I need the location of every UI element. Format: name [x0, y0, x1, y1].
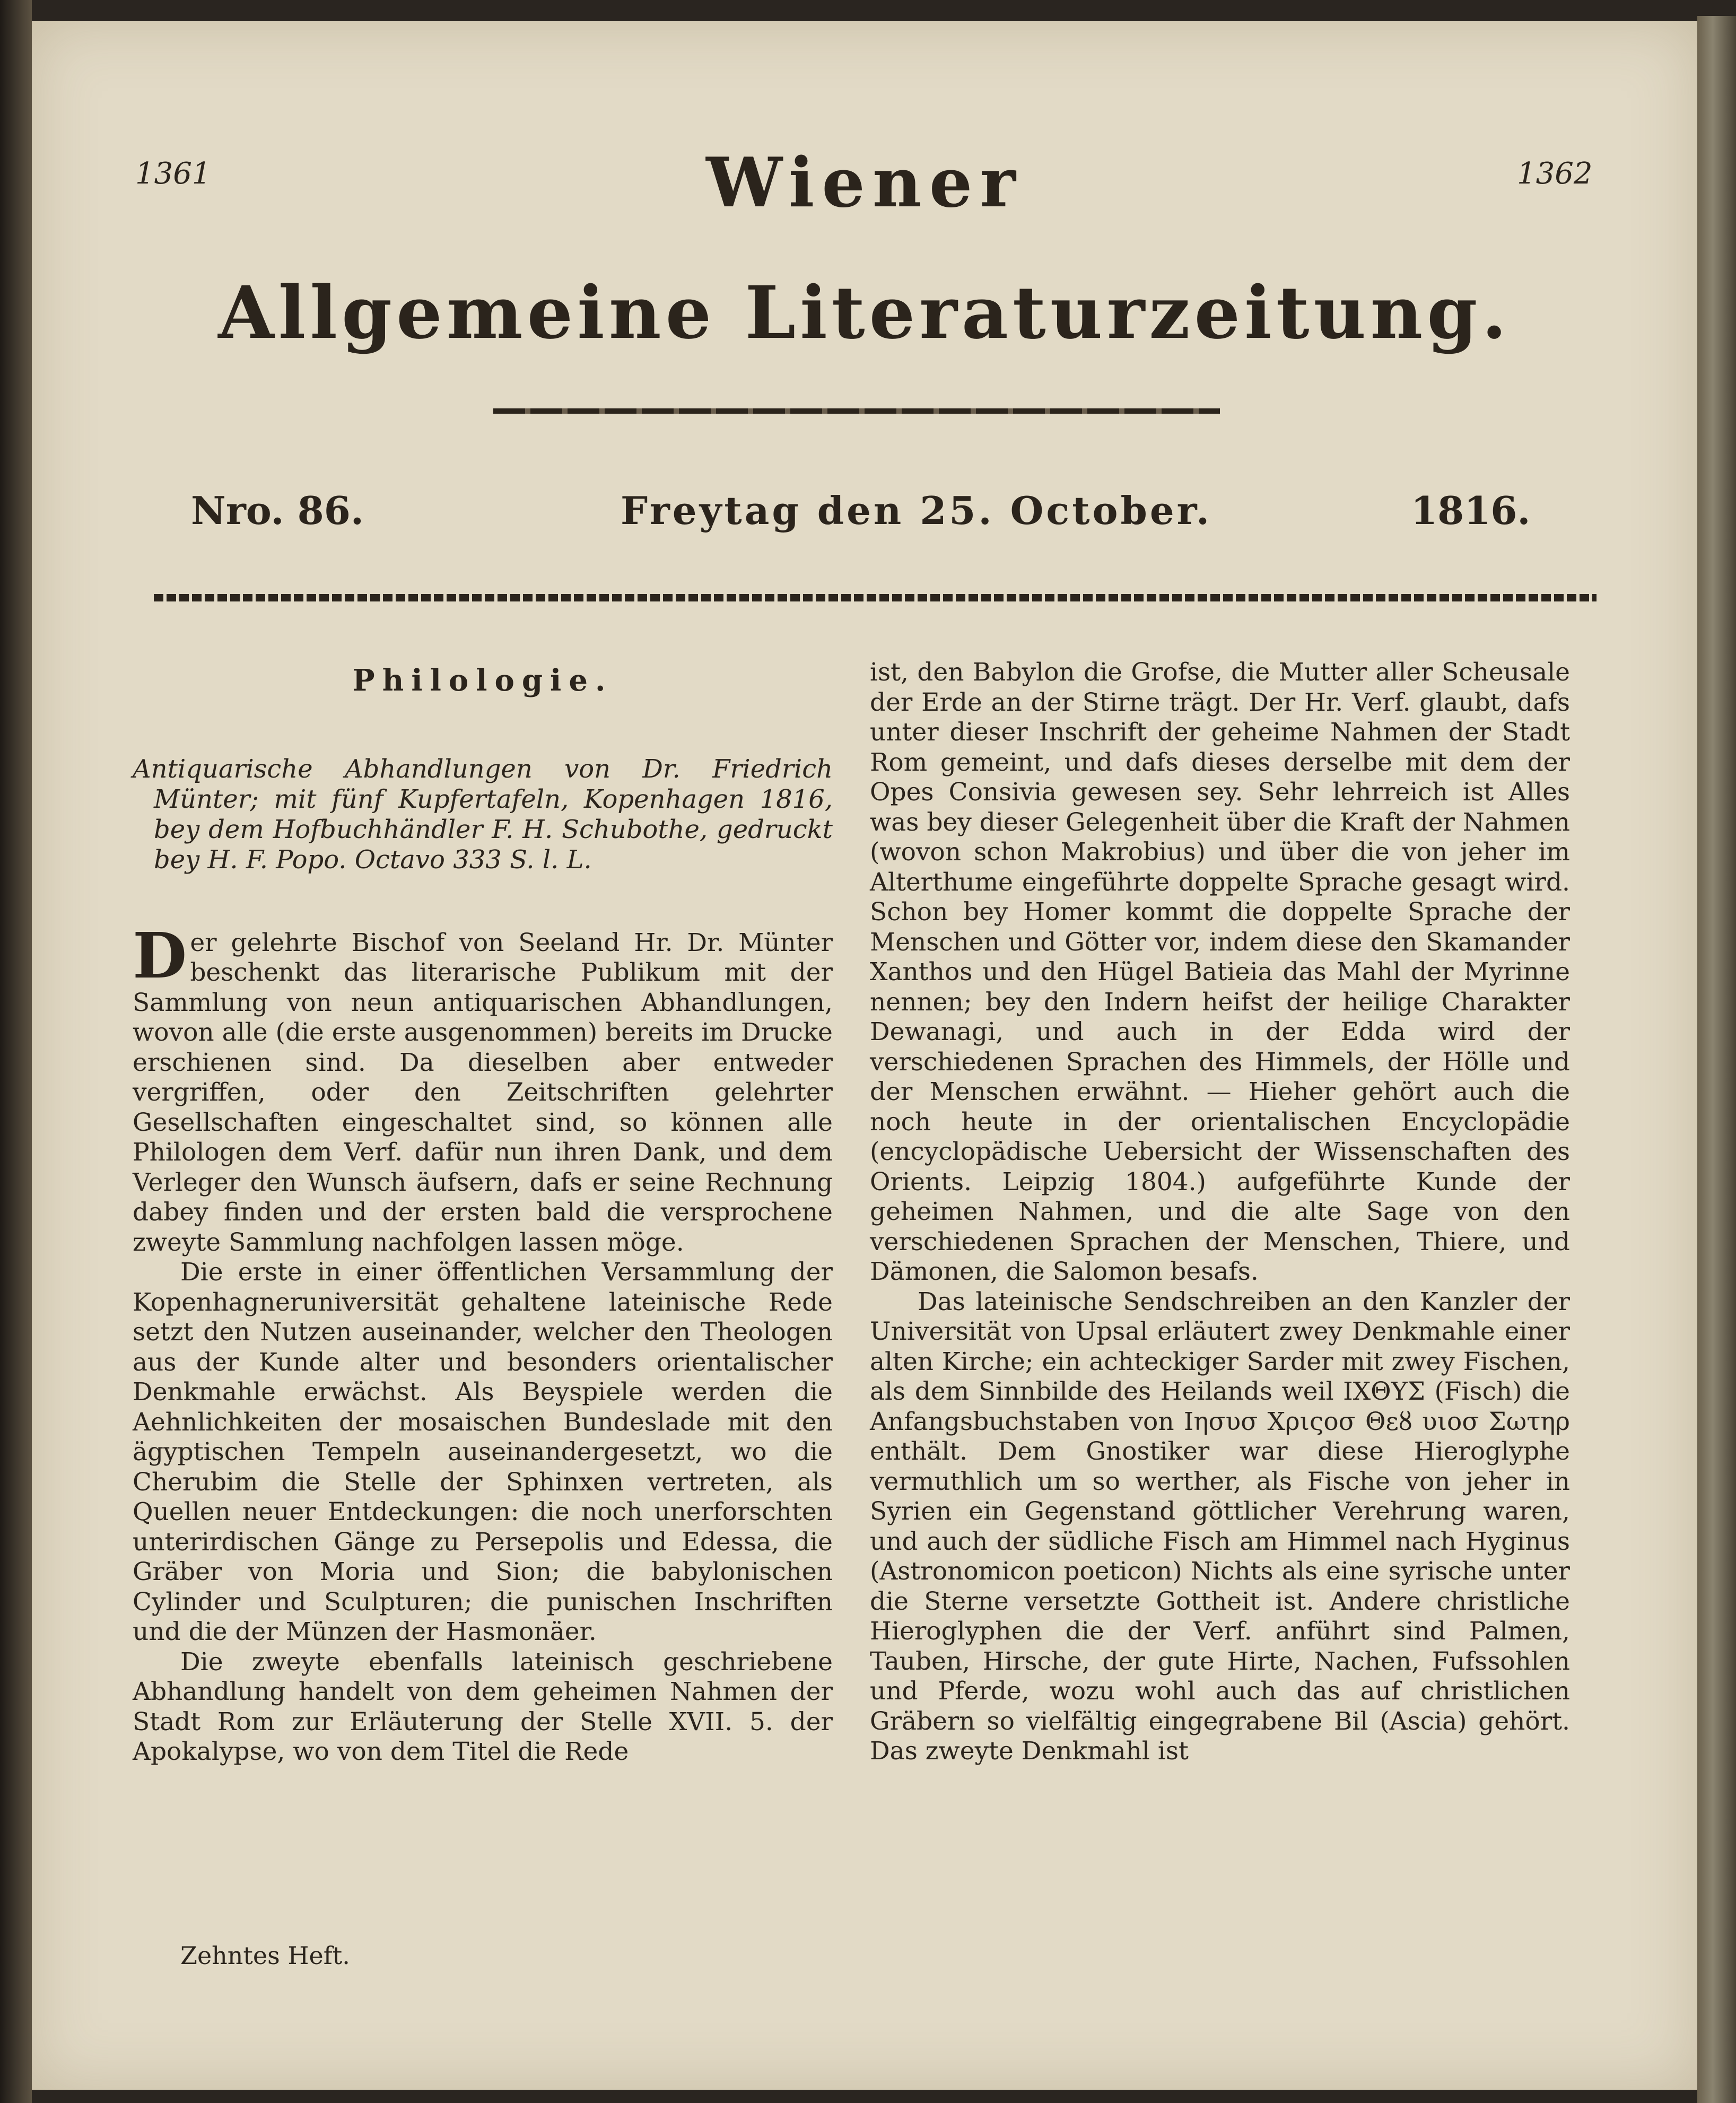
newspaper-page — [32, 21, 1697, 2090]
bibliography-entry: Antiquarische Abhandlungen von Dr. Friedrich Münter; mit fünf Kupfertafeln, Kopenhagen 1816, bey dem Hofbuchhändler F. H. Schubothe, gedruckt bey H. F. Popo. Octavo 333 S. l. L. — [133, 754, 833, 875]
signature-mark: Zehntes Heft. — [180, 1941, 350, 1970]
paragraph-2: Die erste in einer öffentlichen Versammlung der Kopenhagneruniversität gehaltene lateinische Rede setzt den Nutzen auseinander, welcher den Theologen aus der Kunde alter und besonders orientalischer Denkmahle erwächst. Als Beyspiele werden die Aehnlichkeiten der mosaischen Bundeslade mit den ägyptischen Tempeln auseinandergesetzt, wo die Cherubim die Stelle der Sphinxen vertreten, als Quellen neuer Entdeckungen: die noch unerforschten unterirdischen Gänge zu Persepolis und Edessa, die Gräber von Moria und Sion; die babylonischen Cylinder und Sculpturen; die punischen Inschriften und die der Münzen der Hasmonäer. — [133, 1258, 833, 1646]
masthead-line2: Allgemeine Literaturzeitung. — [218, 270, 1511, 355]
masthead-rule — [493, 408, 1220, 414]
page-number-left: 1361 — [135, 156, 211, 191]
paragraph-1 — [133, 918, 833, 1258]
issue-year: 1816. — [1411, 488, 1531, 533]
column-right — [870, 658, 1570, 1767]
dateline-rule — [154, 594, 1597, 601]
page-edge — [1697, 16, 1736, 2103]
issue-number: Nro. 86. — [191, 488, 364, 533]
paragraph-3: Die zweyte ebenfalls lateinisch geschriebene Abhandlung handelt von dem geheimen Nahmen der Stadt Rom zur Erläuterung der Stelle XVII. 5. der Apokalypse, wo von dem Titel die Rede — [133, 1647, 833, 1766]
page-number-right: 1362 — [1517, 156, 1593, 191]
issue-date: Freytag den 25. October. — [621, 488, 1212, 533]
drop-cap: D — [133, 918, 187, 992]
paragraph-5: Das lateinische Sendschreiben an den Kanzler der Universität von Upsal erläutert zwey Denkmahle einer alten Kirche; ein achteckiger Sarder mit zwey Fischen, als dem Sinnbilde des Heilands weil ΙΧΘΥΣ (Fisch) die Anfangsbuchstaben von Ιησυσ Χριςοσ Θεȣ υιοσ Σωτηρ enthält. Dem Gnostiker war diese Hieroglyphe vermuthlich um so werther, als Fische von jeher in Syrien ein Gegenstand göttlicher Verehrung waren, und auch der südliche Fisch am Himmel nach Hyginus (Astronomicon poeticon) Nichts als eine syrische unter die Sterne versetzte Gottheit ist. Andere christliche Hieroglyphen die der Verf. anführt sind Palmen, Tauben, Hirsche, der gute Hirte, Nachen, Fufssohlen und Pferde, wozu wohl auch das auf christlichen Gräbern so vielfältig eingegrabene Bil (Ascia) gehört. Das zweyte Denkmahl ist — [870, 1287, 1570, 1766]
paragraph-1-text: er gelehrte Bischof von Seeland Hr. Dr. Münter beschenkt das literarische Publikum mit der Sammlung von neun antiquarischen Abhandlungen, wovon alle (die erste ausgenommen) bereits im Drucke erschienen sind. Da dieselben aber entweder vergriffen, oder den Zeitschriften gelehrter Gesellschaften eingeschaltet sind, so können alle Philologen dem Verf. dafür nun ihren Dank, und dem Verleger den Wunsch äufsern, dafs er seine Rechnung dabey finden und der ersten bald die versprochene zweyte Sammlung nachfolgen lassen möge. — [133, 928, 833, 1257]
paragraph-4: ist, den Babylon die Grofse, die Mutter aller Scheusale der Erde an der Stirne trägt. Der Hr. Verf. glaubt, dafs unter dieser Inschrift der geheime Nahmen der Stadt Rom gemeint, und dafs dieses derselbe mit dem der Opes Consivia gewesen sey. Sehr lehrreich ist Alles was bey dieser Gelegenheit über die Kraft der Nahmen (wovon schon Makrobius) und über die von jeher im Alterthume eingeführte doppelte Sprache gesagt wird. Schon bey Homer kommt die doppelte Sprache der Menschen und Götter vor, indem diese den Skamander Xanthos und den Hügel Batieia das Mahl der Myrinne nennen; bey den Indern heifst der heilige Charakter Dewanagi, und auch in der Edda wird der verschiedenen Sprachen des Himmels, der Hölle und der Menschen erwähnt. — Hieher gehört auch die noch heute in der orientalischen Encyclopädie (encyclopädische Uebersicht der Wissenschaften des Orients. Leipzig 1804.) aufgeführte Kunde der geheimen Nahmen, und die alte Sage von den verschiedenen Sprachen der Menschen, Thiere, und Dämonen, die Salomon besafs. — [870, 658, 1570, 1286]
binding-shadow — [0, 0, 32, 2103]
column-left — [133, 658, 833, 1767]
section-heading: Philologie. — [352, 663, 613, 698]
masthead-line1: Wiener — [706, 143, 1023, 223]
